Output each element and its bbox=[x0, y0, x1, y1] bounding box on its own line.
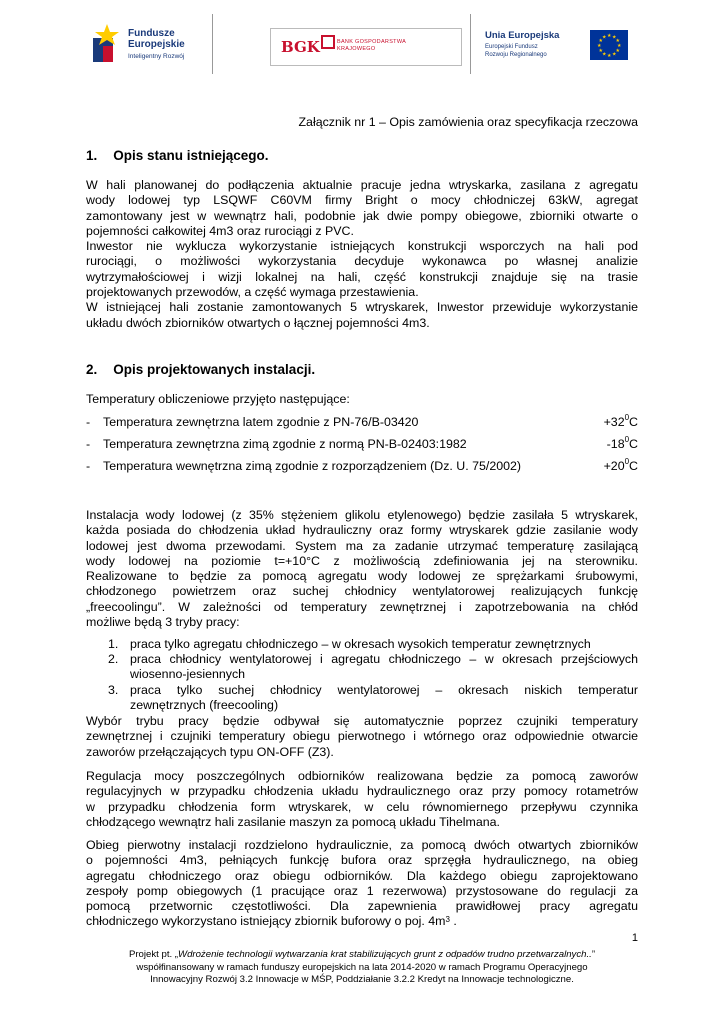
temperature-value: $-18^0C$ bbox=[606, 435, 638, 451]
bgk-logo bbox=[270, 28, 462, 66]
temperature-row bbox=[86, 459, 638, 475]
body-line: wody lodowej typ LSQWF C60VM firmy Bright o mocy chłodniczej 63kW, agregat bbox=[86, 193, 638, 208]
section1-heading bbox=[86, 148, 269, 163]
header-divider bbox=[212, 14, 213, 74]
body-line: chłodniczego wykorzystano istniejący zbiornik buforowy o poj. $4m^3$ . bbox=[86, 914, 457, 929]
body-line: Inwestor nie wyklucza wykorzystanie istniejących konstrukcji wsporczych na hali pod bbox=[86, 239, 638, 254]
section2-title: Opis projektowanych instalacji. bbox=[113, 362, 316, 377]
bullet-dash: - bbox=[86, 437, 91, 451]
mode-list-item bbox=[108, 683, 638, 714]
body-line: Regulacja mocy poszczególnych odbiorników realizowana będzie za pomocą zaworów bbox=[86, 769, 638, 783]
eu-flag-icon bbox=[590, 30, 628, 60]
page-number: 1 bbox=[631, 932, 638, 944]
temperature-value: $+20^0C$ bbox=[603, 457, 638, 473]
body-line: możliwe będą 3 tryby pracy: bbox=[86, 615, 240, 630]
svg-text:★: ★ bbox=[615, 38, 620, 44]
fe-title: Fundusze Europejskie bbox=[128, 28, 185, 50]
body-line: W hali planowanej do podłączenia aktualnie pracuje jedna wtryskarka, zasilana z agregatu bbox=[86, 178, 638, 192]
svg-text:★: ★ bbox=[615, 48, 620, 54]
paragraph-mode-selection bbox=[86, 714, 638, 760]
section2-heading bbox=[86, 362, 315, 377]
paragraph-primary-circuit bbox=[86, 838, 638, 930]
unia-europejska-logo bbox=[477, 28, 632, 72]
bullet-dash: - bbox=[86, 459, 91, 473]
body-line: rurociągi, o możliwości wykorzystania decyduje wykonawca po własnej analizie bbox=[86, 254, 638, 269]
mode-text: zewnętrznych (freecooling) bbox=[130, 698, 279, 713]
mode-list-item bbox=[108, 637, 638, 652]
attachment-title: Załącznik nr 1 – Opis zamówienia oraz specyfikacja rzeczowa bbox=[298, 115, 638, 129]
body-line: chłodzonego powietrzem oraz suchej chłodnicy wentylatorowej realizujących funkcję bbox=[86, 584, 638, 599]
body-line: zaworów przełączających typu ON-OFF (Z3). bbox=[86, 744, 334, 759]
fe-star-icon bbox=[93, 24, 123, 64]
ue-subtitle: Europejski Fundusz Rozwoju Regionalnego bbox=[485, 44, 547, 58]
body-line: o pojemności 4m3, pełniących funkcję bufora oraz sprzęgła hydraulicznego, na obieg bbox=[86, 853, 638, 868]
body-line: zamontowany jest w wewnątrz hali, podobnie jak dwie pompy obiegowe, zbiorniki otwarte o bbox=[86, 208, 638, 223]
body-line: wytrzymałościowej i wizji lokalnej na hali, część konstrukcji znajduje się na trasie bbox=[86, 269, 638, 284]
body-line: chłodzącego wewnątrz hali zasilanie maszyn za pomocą układu Tihelmana. bbox=[86, 814, 500, 829]
mode-text: wiosenno-jesiennych bbox=[130, 667, 246, 682]
bgk-name: BGK bbox=[281, 38, 320, 56]
mode-text: praca chłodnicy wentylatorowej i agregatu chłodniczego – w okresach przejściowych bbox=[130, 652, 638, 666]
header-divider-2 bbox=[470, 14, 471, 74]
body-line: „freecoolingu”. W zależności od temperatury zewnętrznej i zapotrzebowania na chłód bbox=[86, 599, 638, 614]
temperature-row bbox=[86, 415, 638, 431]
fundusze-europejskie-logo bbox=[93, 16, 208, 76]
paragraph-installation bbox=[86, 508, 638, 630]
body-line: wody lodowej na poziomie t=+10°C z możliwością zdefiniowania jej na sterowniku. bbox=[86, 553, 638, 568]
svg-text:★: ★ bbox=[612, 34, 617, 41]
paragraph-regulation bbox=[86, 769, 638, 830]
body-line: projektowanych przewodów, a część wymaga przestawienia. bbox=[86, 285, 419, 300]
temperature-row bbox=[86, 437, 638, 453]
mode-text: praca tylko agregatu chłodniczego – w okresach wysokich temperatur zewnętrznych bbox=[130, 637, 591, 651]
body-line: W istniejącej hali zostanie zamontowanych 5 wtryskarek, Inwestor przewiduje wykorzystanie bbox=[86, 300, 638, 315]
svg-text:★: ★ bbox=[602, 51, 607, 58]
bullet-dash: - bbox=[86, 415, 91, 429]
body-line: Wybór trybu pracy będzie odbywał się automatycznie poprzez czujniki temperatury bbox=[86, 714, 638, 728]
svg-text:★: ★ bbox=[602, 34, 607, 41]
section1-body bbox=[86, 178, 638, 331]
temperature-label: Temperatura zewnętrzna latem zgodnie z PN-76/B-03420 bbox=[103, 415, 419, 429]
body-line: zewnętrznej i czujniki temperatury obiegu pierwotnego i wtórnego oraz odpowiednie otwarcie bbox=[86, 729, 638, 744]
body-line: Instalacja wody lodowej (z 35% stężeniem glikolu etylenowego) będzie zasilała 5 wtryskarek, bbox=[86, 508, 638, 522]
mode-text: praca tylko suchej chłodnicy wentylatorowej – okresach niskich temperatur bbox=[130, 683, 638, 697]
section1-title: Opis stanu istniejącego. bbox=[113, 148, 269, 163]
ue-title: Unia Europejska bbox=[485, 30, 560, 41]
temperature-value: $+32^0C$ bbox=[603, 413, 638, 429]
bgk-square-icon bbox=[321, 35, 335, 49]
bgk-fullname: BANK GOSPODARSTWA KRAJOWEGO bbox=[337, 39, 407, 52]
footer bbox=[86, 949, 638, 987]
section1-number: 1. bbox=[86, 148, 98, 163]
body-line: agregatu chłodniczego oraz obiegu odbiorników. Dla każdego obiegu zaprojektowano bbox=[86, 868, 638, 883]
temperature-label: Temperatura wewnętrzna zimą zgodnie z rozporządzeniem (Dz. U. 75/2002) bbox=[103, 459, 522, 473]
body-line: regulacyjnych w przypadku chłodzenia układu hydraulicznego oraz przy pomocy rotametrów bbox=[86, 784, 638, 799]
body-line: zespoły pomp obiegowych (1 pracujące oraz 1 rezerwowa) przystosowane do regulacji za bbox=[86, 883, 638, 898]
footer-line3: Innowacyjny Rozwój 3.2 Innowacje w MŚP, Poddziałanie 3.2.2 Kredyt na Innowacje technologiczne. bbox=[150, 974, 574, 985]
temperature-label: Temperatura zewnętrzna zimą zgodnie z normą PN-B-02403:1982 bbox=[103, 437, 467, 451]
body-line: Realizowane to będzie za pomocą agregatu wody lodowej ze sprężarkami śrubowymi, bbox=[86, 569, 638, 584]
body-line: pojemności całkowitej 4m3 oraz rurociągi z PVC. bbox=[86, 223, 354, 238]
mode-number: 1. bbox=[108, 637, 119, 651]
body-line: każda posiada do chłodzenia układ hydrauliczny oraz formy wtryskarek gdzie zasilanie wody bbox=[86, 523, 638, 538]
body-line: w przypadku chłodzenia form wtryskarek, w celu równomiernego przepływu czynnika bbox=[86, 799, 638, 814]
section2-number: 2. bbox=[86, 362, 98, 377]
body-line: pomocą przetwornic częstotliwości. Dla zapewnienia prawidłowej pracy agregatu bbox=[86, 899, 638, 914]
svg-text:★: ★ bbox=[617, 43, 622, 49]
body-line: układu dwóch zbiorników otwartych o łącznej pojemności 4m3. bbox=[86, 315, 430, 330]
mode-list-item bbox=[108, 652, 638, 683]
temps-intro: Temperatury obliczeniowe przyjęto następujące: bbox=[86, 392, 350, 406]
mode-number: 2. bbox=[108, 652, 119, 666]
body-line: Obieg pierwotny instalacji rozdzielono hydraulicznie, za pomocą dwóch otwartych zbiorników bbox=[86, 838, 638, 852]
fe-subtitle: Inteligentny Rozwój bbox=[128, 53, 185, 60]
svg-text:★: ★ bbox=[597, 43, 602, 49]
svg-text:★: ★ bbox=[612, 51, 617, 58]
svg-text:★: ★ bbox=[598, 48, 603, 54]
mode-number: 3. bbox=[108, 683, 119, 697]
svg-text:★: ★ bbox=[598, 38, 603, 44]
svg-text:★: ★ bbox=[607, 53, 612, 59]
footer-line2: współfinansowany w ramach funduszy europejskich na lata 2014-2020 w ramach Programu Operacyjnego bbox=[136, 961, 588, 973]
footer-line1: Projekt pt. „Wdrożenie technologii wytwarzania krat stabilizujących grunt z odpadów trudno przetwarzalnych..” bbox=[128, 949, 596, 960]
svg-text:★: ★ bbox=[607, 33, 612, 39]
body-line: lodowej jest dwoma przewodami. System ma za zadanie utrzymać temperaturę zasilającą bbox=[86, 538, 638, 553]
